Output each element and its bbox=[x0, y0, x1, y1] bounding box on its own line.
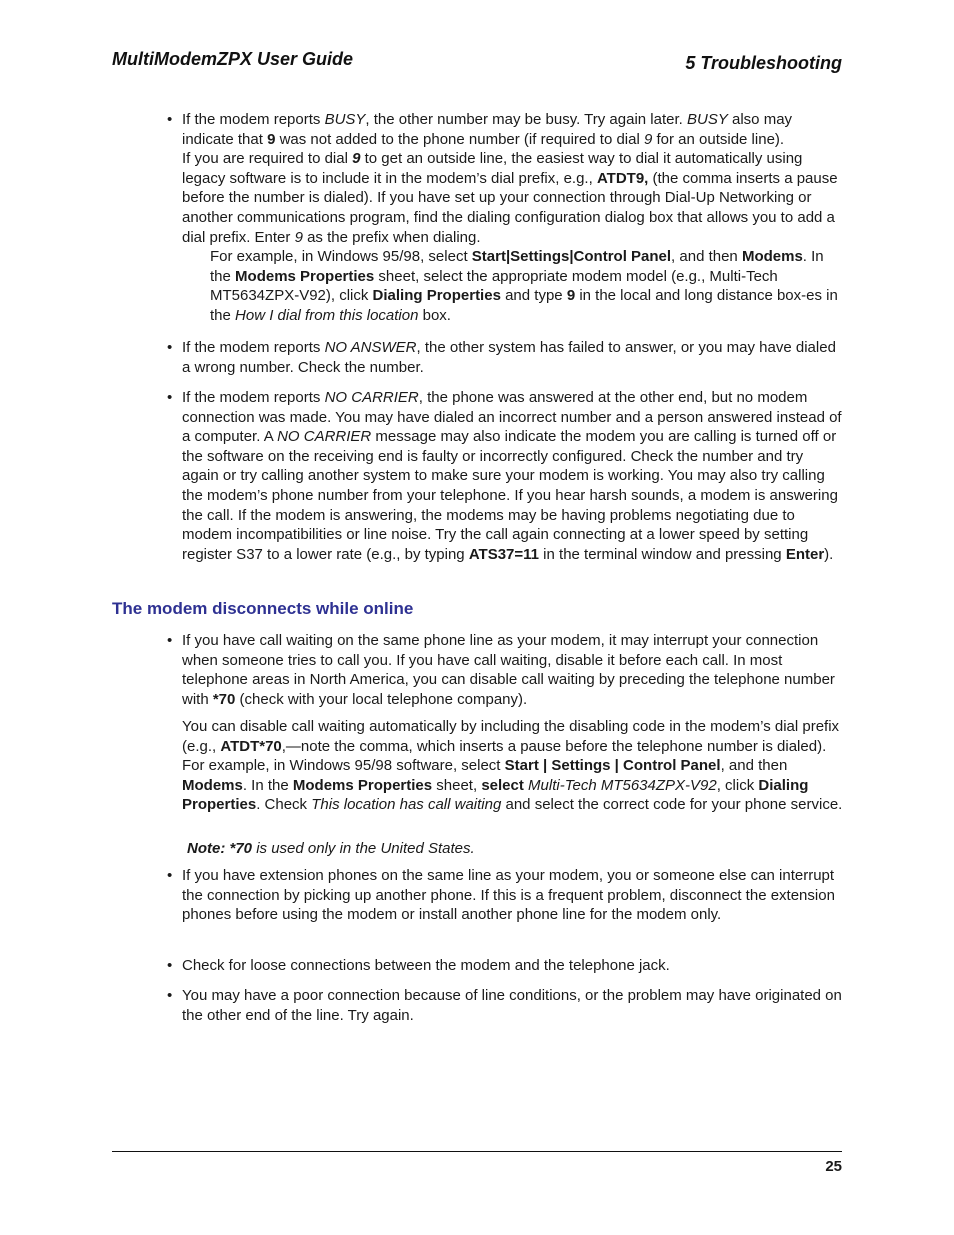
menu-path: Start|Settings|Control Panel bbox=[471, 248, 672, 265]
sheet-name: Modems Properties bbox=[235, 267, 375, 285]
text: and select the correct code for your phone service. bbox=[501, 796, 843, 814]
button-name: Dialing Properties bbox=[182, 776, 809, 814]
field-name: How I dial from this location bbox=[235, 306, 419, 324]
bullet-busy bbox=[182, 110, 844, 247]
text: , the phone was answered at the other end, but no modem connection was made. You may have dialed an incorrect number and a person answered instead of a computer. A bbox=[182, 389, 842, 446]
menu-item: Modems bbox=[182, 776, 243, 794]
option-name: This location has call waiting bbox=[311, 796, 502, 814]
bullet-extension-phones: • If you have extension phones on the same line as your modem, you or someone else can interrupt the connection by picking up another phone. If this is a frequent problem, disconnect the extension phones before using the modem or install another phone line for the modem only. bbox=[182, 866, 844, 925]
text: , click bbox=[716, 776, 759, 794]
guide-title: MultiModemZPX User Guide bbox=[112, 49, 354, 69]
digit-nine: 9 bbox=[643, 130, 653, 148]
digit-nine: 9 bbox=[294, 228, 303, 246]
text: You can disable call waiting automatically by including the disabling code in the modem’s dial prefix (e.g., bbox=[182, 718, 840, 755]
page-number: 25 bbox=[825, 1158, 842, 1175]
text: and type bbox=[500, 287, 567, 305]
modem-model: Multi-Tech MT5634ZPX-V92 bbox=[528, 776, 717, 794]
text: , and then bbox=[671, 248, 742, 265]
button-name: Dialing Properties bbox=[372, 287, 501, 305]
text: message may also indicate the modem you are calling is turned off or the software on the receiving end is faulty or incorrectly configured. Check the number and try again or try calling another system to make sure your modem is working. You may also try calling the modem’s phone number from your telephone. If you hear harsh sounds, a modem is answering the call. If the modem is answering, the modems may be having problems negotiating due to modem incompatibilities or line noise. Try the call again connecting at a lower speed by setting register S37 to a lower rate (e.g., by typing bbox=[182, 428, 838, 563]
key-enter: Enter bbox=[785, 545, 825, 563]
text: as the prefix when dialing. bbox=[302, 228, 481, 246]
bullet-poor-connection: • You may have a poor connection because of line conditions, or the problem may have originated on the other end of the line. Try again. bbox=[182, 986, 844, 1025]
note-text: is used only in the United States. bbox=[252, 840, 475, 857]
text: , the other system has failed to answer, or you may have dialed a wrong number. Check the number. bbox=[182, 339, 836, 376]
bullet-no-carrier bbox=[182, 388, 844, 564]
text: If the modem reports bbox=[182, 389, 325, 406]
command-ats37: ATS37=11 bbox=[468, 545, 540, 563]
text: If the modem reports bbox=[182, 111, 325, 128]
text: for an outside line). bbox=[652, 130, 785, 148]
digit-nine: 9 bbox=[267, 130, 276, 148]
text: sheet, select the appropriate modem model (e.g., Multi-Tech MT5634ZPX-V92), click bbox=[210, 267, 778, 305]
text: was not added to the phone number (if required to dial bbox=[275, 130, 644, 148]
text: If the modem reports bbox=[182, 339, 325, 356]
busy-term: BUSY bbox=[686, 111, 728, 128]
menu-item: Modems bbox=[741, 248, 803, 265]
text: sheet, bbox=[432, 776, 482, 794]
text: (check with your local telephone company). bbox=[235, 690, 528, 708]
note-label: Note: *70 bbox=[187, 840, 253, 857]
command-atdt70: ATDT*70 bbox=[220, 737, 282, 755]
text: . Check bbox=[256, 796, 312, 814]
text: (the comma inserts a pause before the number is dialed). If you have set up your connection through Dial-Up Networking or another communications program, find the dialing configuration dialog box that allows you to add a dial prefix. Enter bbox=[182, 169, 838, 246]
footer-rule bbox=[112, 1151, 842, 1152]
text: If you have call waiting on the same phone line as your modem, it may interrupt your connection when someone tries to call you. If you have call waiting, disable it before each call. In most telephone areas in North America, you can disable call waiting by preceding the telephone number with bbox=[182, 632, 835, 708]
no-answer-term: NO ANSWER bbox=[324, 339, 417, 356]
bullet-call-waiting bbox=[182, 631, 844, 709]
command-atdt9: ATDT9, bbox=[596, 169, 649, 187]
text: ,—note the comma, which inserts a pause before the telephone number is dialed). For example, in Windows 95/98 software, select bbox=[182, 737, 827, 775]
digit-nine: 9 bbox=[566, 287, 576, 305]
text: in the terminal window and pressing bbox=[539, 545, 786, 563]
text: . In the bbox=[210, 248, 824, 285]
text: For example, in Windows 95/98, select bbox=[210, 248, 472, 265]
disable-code: *70 bbox=[212, 690, 236, 708]
no-carrier-term: NO CARRIER bbox=[277, 428, 372, 446]
text: box. bbox=[418, 306, 451, 324]
section-heading: The modem disconnects while online bbox=[112, 599, 414, 618]
text: , the other number may be busy. Try again later. bbox=[365, 111, 687, 128]
text: ). bbox=[824, 545, 834, 563]
call-waiting-detail bbox=[182, 717, 844, 815]
sheet-name: Modems Properties bbox=[292, 776, 433, 794]
bullet-no-answer bbox=[182, 338, 844, 377]
text: , and then bbox=[720, 757, 788, 775]
text: to get an outside line, the easiest way to dial it automatically using legacy software is to include it in the modem’s dial prefix, e.g., bbox=[182, 150, 803, 187]
text: . In the bbox=[242, 776, 293, 794]
text-bold: select bbox=[481, 776, 524, 794]
digit-nine: 9 bbox=[352, 150, 361, 168]
no-carrier-term: NO CARRIER bbox=[324, 389, 419, 406]
text: in the local and long distance box-es in the bbox=[210, 287, 838, 324]
chapter-title: 5 Troubleshooting bbox=[685, 53, 842, 73]
bullet-loose-connections: • Check for loose connections between the modem and the telephone jack. bbox=[182, 956, 844, 976]
note bbox=[187, 839, 475, 859]
text: If you are required to dial bbox=[182, 150, 353, 168]
text: also may indicate that bbox=[182, 111, 793, 148]
busy-term: BUSY bbox=[324, 111, 366, 128]
busy-example bbox=[210, 247, 844, 325]
menu-path: Start | Settings | Control Panel bbox=[504, 757, 721, 775]
